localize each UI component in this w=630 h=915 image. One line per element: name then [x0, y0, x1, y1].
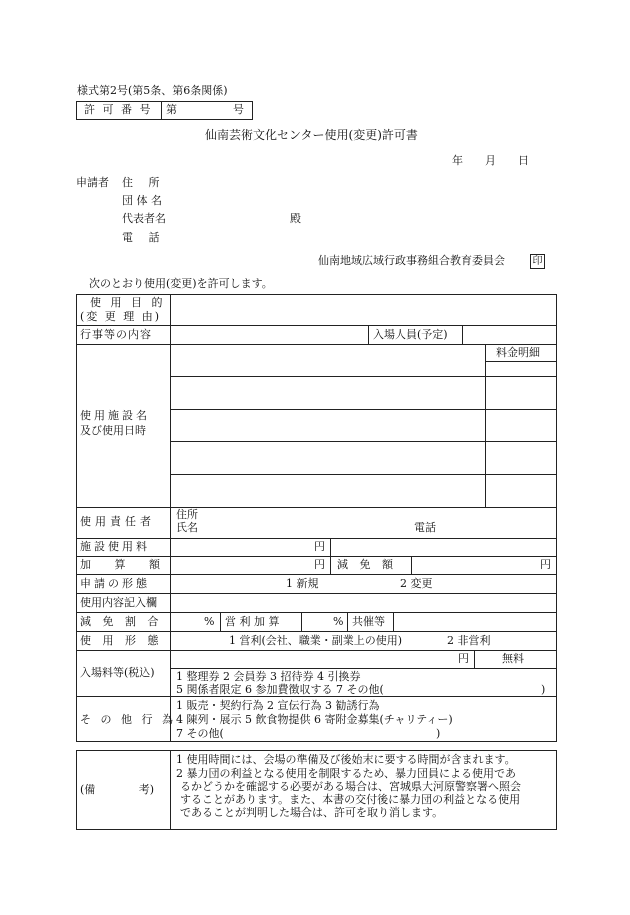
fee-detail-label: 料金明細 [496, 346, 540, 359]
remarks-label: (備 考) [80, 783, 155, 796]
other-acts-options-3: 7 その他( [176, 727, 224, 740]
usage-form-label: 使 用 形 態 [80, 634, 163, 647]
manager-phone-label: 電話 [414, 521, 436, 534]
date-month: 月 [485, 154, 496, 167]
facility-fee-yen: 円 [314, 540, 325, 553]
usage-profit: 1 営利(会社、職業・副業上の使用) [229, 634, 403, 647]
purpose-change-label: (変 更 理 由) [80, 310, 162, 323]
reduction-amount-yen: 円 [540, 558, 551, 571]
other-acts-label: そ の 他 行 為 [80, 713, 176, 726]
reduction-amount-label: 減 免 額 [337, 558, 397, 571]
entry-fee-free: 無料 [502, 652, 524, 665]
entry-fee-options-1: 1 整理券 2 会員券 3 招待券 4 引換券 [176, 670, 361, 683]
intro-text: 次のとおり使用(変更)を許可します。 [89, 277, 273, 290]
entry-fee-options-2: 5 関係者限定 6 参加費徴収する 7 その他( [176, 683, 384, 696]
form-number: 様式第2号(第5条、第6条関係) [77, 84, 228, 97]
applicant-label: 申請者 [76, 176, 109, 189]
applicant-phone: 電 話 [122, 231, 166, 244]
date-year: 年 [452, 154, 463, 167]
app-change: 2 変更 [400, 577, 433, 590]
other-acts-options-1: 1 販売・契約行為 2 宣伝行為 3 勧誘行為 [176, 699, 380, 712]
remarks-note-1: 1 使用時間には、会場の準備及び後始末に要する時間が含まれます。 [176, 753, 516, 766]
manager-address-label: 住所 [176, 508, 198, 521]
cosponsor-label: 共催等 [352, 615, 385, 628]
profit-surcharge-percent: % [333, 615, 344, 628]
applicant-honorific: 殿 [290, 212, 301, 225]
usage-nonprofit: 2 非営利 [447, 634, 491, 647]
usage-note-label: 使用内容記入欄 [80, 596, 157, 609]
app-new: 1 新規 [286, 577, 319, 590]
other-acts-options-2: 4 陳列・展示 5 飲食物提供 6 寄附金募集(チャリティー) [176, 713, 453, 726]
manager-label: 使用責任者 [80, 515, 155, 528]
reduction-rate-label: 減 免 割 合 [80, 615, 163, 628]
purpose-label: 使 用 目 的 [90, 296, 166, 309]
applicant-group: 団 体 名 [122, 194, 162, 207]
remarks-note-2a: 2 暴力団の利益となる使用を制限するため、暴力団員による使用であ [176, 767, 517, 780]
surcharge-label: 加 算 額 [80, 558, 170, 571]
permit-number-prefix: 第 [166, 103, 177, 116]
manager-name-label: 氏名 [176, 521, 198, 534]
entry-fee-label: 入場料等(税込) [80, 666, 155, 679]
remarks-note-2c: することがあります。また、本書の交付後に暴力団の利益となる使用 [180, 793, 521, 806]
remarks-note-2d: であることが判明した場合は、許可を取り消します。 [180, 806, 444, 819]
profit-surcharge-label: 営 利 加 算 [225, 615, 280, 628]
surcharge-yen: 円 [314, 558, 325, 571]
date-day: 日 [518, 154, 529, 167]
facility-time-label: 及び使用日時 [80, 424, 146, 437]
reduction-rate-percent: % [204, 615, 215, 628]
remarks-note-2b: るかどうかを確認する必要がある場合は、宮城県大河原警察署へ照会 [180, 780, 521, 793]
other-acts-close: ) [436, 727, 441, 740]
entry-fee-yen: 円 [458, 652, 469, 665]
applicant-address: 住 所 [122, 176, 166, 189]
page-title: 仙南芸術文化センター使用(変更)許可書 [205, 128, 418, 142]
facility-fee-label: 施設使用料 [80, 540, 150, 553]
issuer: 仙南地域広域行政事務組合教育委員会 [318, 254, 505, 267]
facility-label: 使用施設名 [80, 409, 150, 422]
applicant-representative: 代表者名 [122, 212, 166, 225]
permit-number-suffix: 号 [233, 103, 244, 116]
app-form-label: 申請の形態 [80, 577, 150, 590]
entry-fee-close: ) [541, 683, 546, 696]
attendance-label: 入場人員(予定) [373, 328, 448, 341]
official-seal: 印 [530, 254, 545, 269]
permit-number-label: 許 可 番 号 [84, 103, 153, 116]
event-label: 行事等の内容 [80, 328, 152, 341]
